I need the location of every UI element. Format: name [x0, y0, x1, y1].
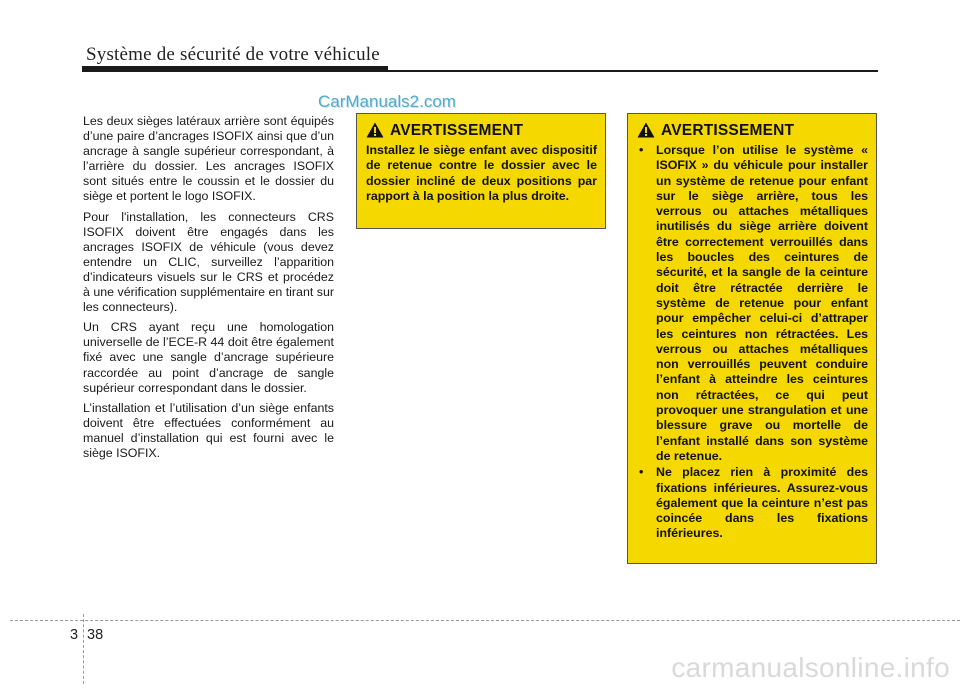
body-paragraph: Pour l'installation, les connecteurs CRS ISOFIX doivent être engagés dans les ancrages ISOFIX de véhicule (vous devez entendre un CLIC, surveillez l’apparition d’indicateurs visuels sur le CRS et procédez à une vérification supplémentaire en tirant sur les connecteurs).	[83, 209, 334, 315]
warning-title: AVERTISSEMENT	[390, 122, 524, 139]
body-paragraph: Les deux sièges latéraux arrière sont équipés d’une paire d’ancrages ISOFIX ainsi que d’un ancrage à sangle supérieur correspondant, à l’arrière du dossier. Les ancrages ISOFIX sont situés entre le coussin et le dossier du siège et portent le logo ISOFIX.	[83, 114, 334, 204]
watermark-bottom[interactable]: carmanualsonline.info	[671, 652, 950, 683]
warning-box-isofix	[627, 113, 877, 564]
warning-box-recline	[356, 113, 606, 229]
warning-header	[366, 122, 597, 140]
footer-divider	[83, 614, 84, 684]
warning-list-item	[637, 143, 868, 464]
bullet: •	[639, 143, 644, 157]
warning-list	[637, 143, 868, 542]
page-header-title: Système de sécurité de votre véhicule	[86, 44, 380, 65]
watermark-top[interactable]: CarManuals2.com	[318, 92, 456, 111]
body-paragraph: L’installation et l’utilisation d’un siège enfants doivent être effectuées conformément au manuel d’installation qui est fourni avec le siège ISOFIX.	[83, 400, 334, 460]
warning-triangle-icon	[637, 122, 655, 138]
body-paragraph: Un CRS ayant reçu une homologation universelle de l’ECE-R 44 doit être également fixé avec une sangle d’ancrage supérieure raccordée au point d’ancrage de sangle supérieur correspondant dans le dossier.	[83, 320, 334, 395]
warning-header	[637, 122, 868, 140]
bullet: •	[639, 465, 644, 480]
warning-item-text: Lorsque l’on utilise le système « ISOFIX » du véhicule pour installer un système de retenue pour enfant sur le siège arrière, tous les verrous ou attaches métalliques inutilisés du siège arrière doivent être correctement verrouillés dans les boucles des ceintures de sécurité, et la sangle de la ceinture doit être rétractée derrière le système de retenue pour enfant pour empêcher celui-ci d’attraper les ceintures non rétractées. Les verrous ou attaches métalliques non verrouillés peuvent conduire l’enfant à atteindre les ceintures non rétractées, ce qui peut provoquer une strangulation et une blessure grave ou mortelle de l’enfant installé dans son système de retenue.	[656, 143, 868, 463]
warning-triangle-icon	[366, 122, 384, 138]
warning-item-text: Ne placez rien à proximité des fixations inférieures. Assurez-vous également que la ceinture n’est pas coincée dans les fixations inférieures.	[656, 465, 868, 541]
header-rule-thin	[82, 70, 878, 72]
warning-text: Installez le siège enfant avec dispositif de retenue contre le dossier avec le dossier incliné de deux positions par rapport à la position la plus droite.	[366, 143, 597, 203]
page-number: 38	[87, 627, 104, 643]
warning-list-item	[637, 465, 868, 541]
footer-rule	[10, 620, 960, 621]
chapter-number: 3	[70, 627, 79, 643]
body-text-column	[83, 114, 334, 466]
warning-title: AVERTISSEMENT	[661, 122, 795, 139]
